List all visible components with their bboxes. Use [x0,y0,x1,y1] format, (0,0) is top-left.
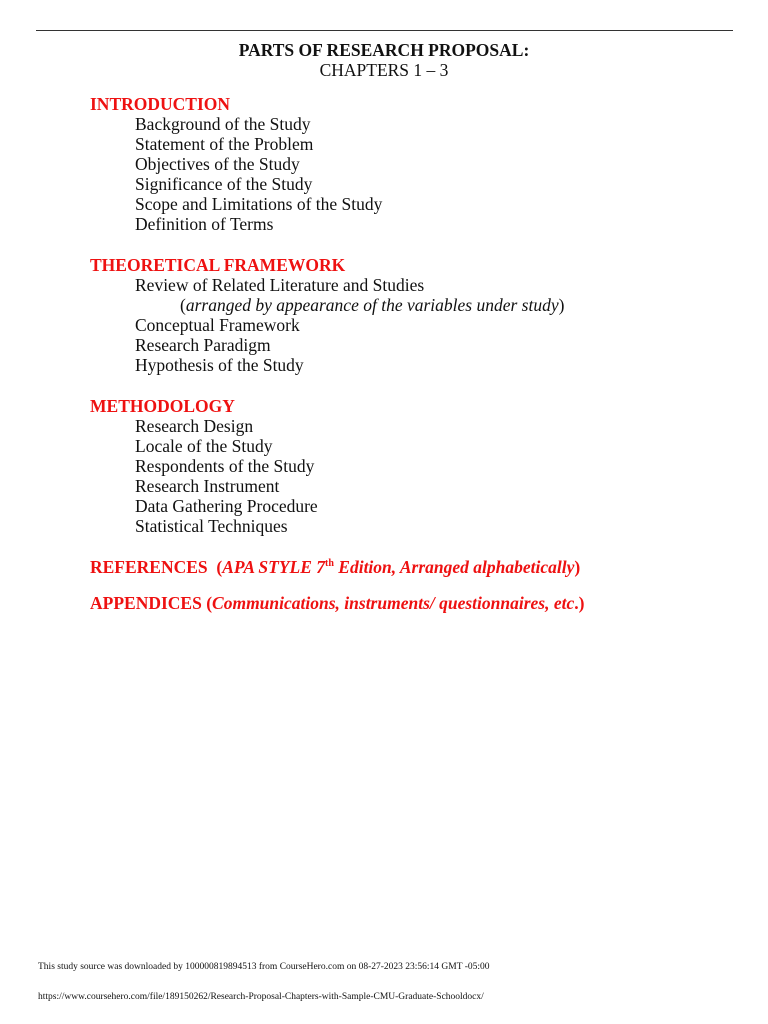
source-url[interactable]: https://www.coursehero.com/file/189150262/Research-Proposal-Chapters-with-Sample-CMU-Graduate-Schooldocx/ [38,992,484,1002]
list-item: Statistical Techniques [135,516,288,537]
list-item: Significance of the Study [135,174,313,195]
references-style: APA STYLE 7 [222,557,325,577]
references-line [90,557,580,577]
appendices-label: APPENDICES ( [90,593,213,613]
appendices-close: .) [574,593,585,613]
note-open-paren: ( [180,295,186,316]
list-item: Data Gathering Procedure [135,496,318,517]
list-item: Review of Related Literature and Studies [135,275,425,295]
section-heading-theoretical-framework: THEORETICAL FRAMEWORK [90,255,346,275]
references-superscript: th [325,558,334,570]
list-item: Scope and Limitations of the Study [135,194,383,215]
list-item: Research Instrument [135,476,280,497]
list-item: Locale of the Study [135,436,273,457]
section-heading-introduction: INTRODUCTION [90,94,231,114]
top-rule [36,30,733,31]
appendices-line [90,593,584,613]
list-item: Definition of Terms [135,214,274,235]
list-item: Conceptual Framework [135,315,300,336]
section-introduction [90,94,382,235]
references-label: REFERENCES [90,557,208,577]
list-item: Research Design [135,416,254,436]
arrangement-note [90,295,564,315]
section-methodology [90,396,318,537]
list-item: Respondents of the Study [135,456,315,477]
list-item: Hypothesis of the Study [135,355,304,376]
list-item: Statement of the Problem [135,134,314,155]
list-item: Research Paradigm [135,335,271,356]
section-heading-methodology: METHODOLOGY [90,396,235,416]
section-theoretical-framework [90,255,564,375]
list-item: Background of the Study [135,114,311,134]
page-title: PARTS OF RESEARCH PROPOSAL: [238,40,530,60]
references-open-paren: ( [207,557,223,577]
references-close-paren: ) [574,557,581,577]
title-block [0,40,768,80]
download-note: This study source was downloaded by 100000819894513 from CourseHero.com on 08-27-2023 23:56:14 GMT -05:00 [38,962,490,972]
note-text: arranged by appearance of the variables under study [185,295,559,316]
note-close-paren: ) [558,295,565,316]
references-rest: Edition, Arranged alphabetically [333,557,575,577]
page-subtitle: CHAPTERS 1 – 3 [319,60,449,80]
list-item: Objectives of the Study [135,154,300,175]
appendices-contents: Communications, instruments/ questionnaires, etc [212,593,575,613]
